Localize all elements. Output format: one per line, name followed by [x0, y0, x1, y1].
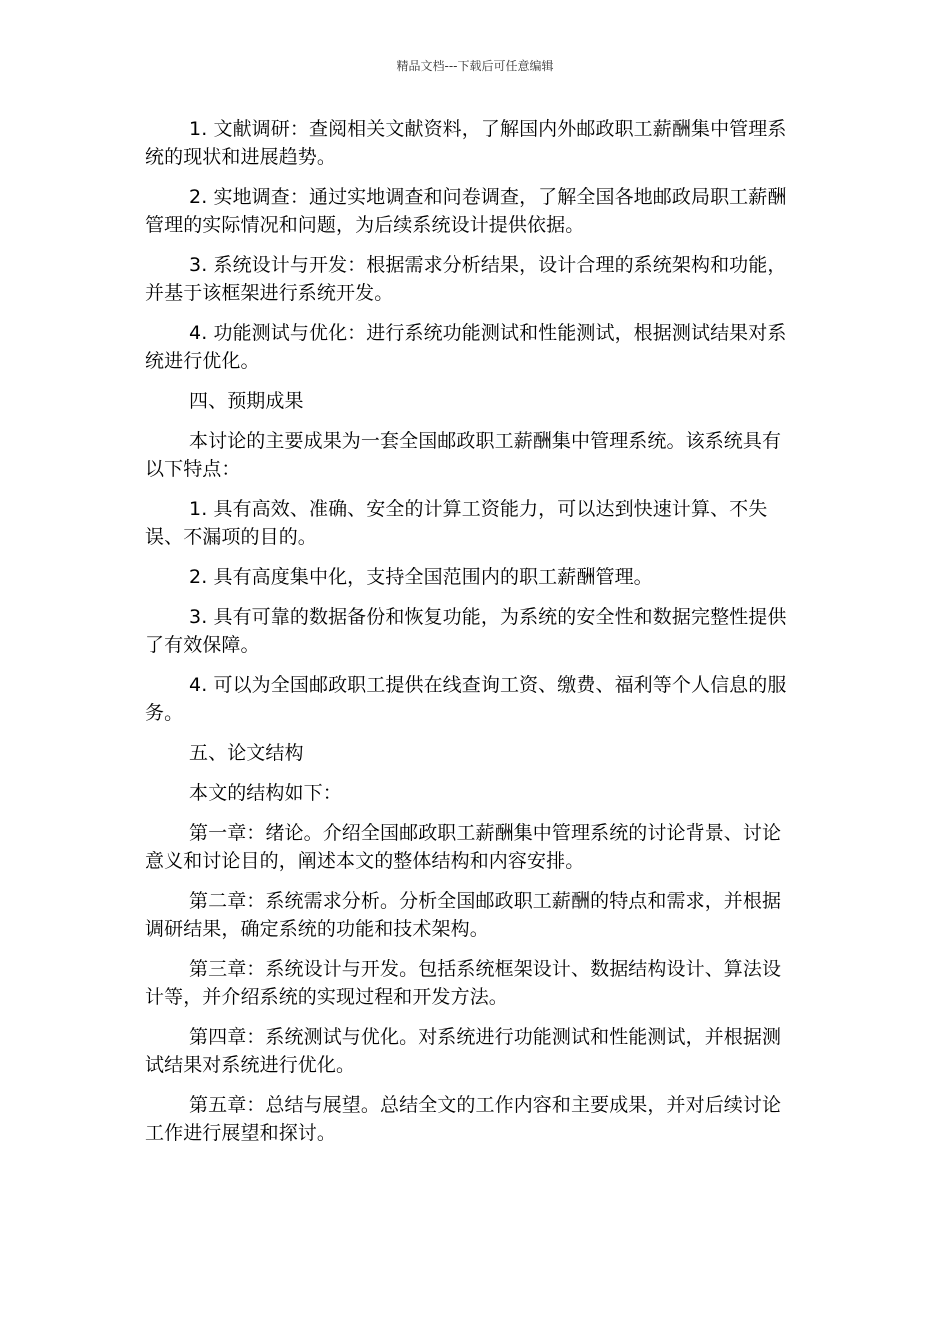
paragraph: 1. 具有高效、准确、安全的计算工资能力，可以达到快速计算、不失误、不漏项的目的。: [145, 498, 768, 548]
paragraph: 2. 具有高度集中化，支持全国范围内的职工薪酬管理。: [189, 566, 653, 588]
paragraph: 第一章：绪论。介绍全国邮政职工薪酬集中管理系统的讨论背景、讨论意义和讨论目的，阐述本文的整体结构和内容安排。: [145, 822, 782, 872]
paragraph: 4. 功能测试与优化：进行系统功能测试和性能测试，根据测试结果对系统进行优化。: [145, 322, 787, 372]
paragraph: 第二章：系统需求分析。分析全国邮政职工薪酬的特点和需求，并根据调研结果，确定系统的功能和技术架构。: [145, 890, 782, 940]
paragraph: 3. 系统设计与开发：根据需求分析结果，设计合理的系统架构和功能，并基于该框架进行系统开发。: [145, 254, 787, 304]
document-body: [145, 115, 800, 1159]
paragraph: 第四章：系统测试与优化。对系统进行功能测试和性能测试，并根据测试结果对系统进行优化。: [145, 1026, 782, 1076]
section-heading: 四、预期成果: [189, 390, 304, 412]
page-header: 精品文档---下载后可任意编辑: [396, 59, 554, 73]
section-heading: 五、论文结构: [189, 742, 304, 764]
paragraph: 4. 可以为全国邮政职工提供在线查询工资、缴费、福利等个人信息的服务。: [145, 674, 787, 724]
paragraph: 1. 文献调研：查阅相关文献资料，了解国内外邮政职工薪酬集中管理系统的现状和进展趋势。: [145, 118, 787, 168]
paragraph: 2. 实地调查：通过实地调查和问卷调查，了解全国各地邮政局职工薪酬管理的实际情况和问题，为后续系统设计提供依据。: [145, 186, 787, 236]
paragraph: 本文的结构如下：: [189, 782, 342, 804]
paragraph: 第三章：系统设计与开发。包括系统框架设计、数据结构设计、算法设计等，并介绍系统的实现过程和开发方法。: [145, 958, 782, 1008]
paragraph: 本讨论的主要成果为一套全国邮政职工薪酬集中管理系统。该系统具有以下特点：: [145, 430, 782, 480]
paragraph: 3. 具有可靠的数据备份和恢复功能，为系统的安全性和数据完整性提供了有效保障。: [145, 606, 787, 656]
paragraph: 第五章：总结与展望。总结全文的工作内容和主要成果，并对后续讨论工作进行展望和探讨。: [145, 1094, 782, 1144]
